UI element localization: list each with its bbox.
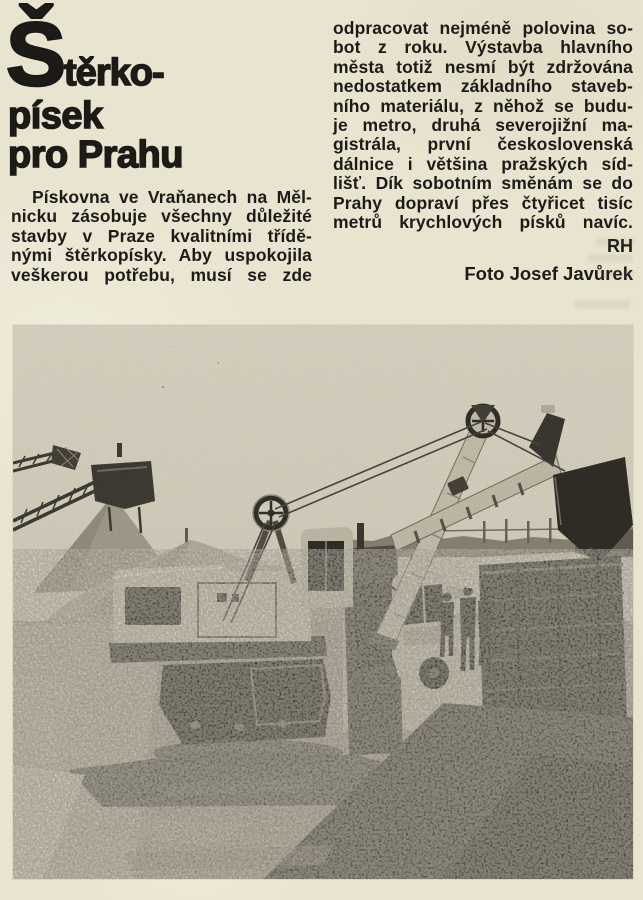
photo-credit: Foto Josef Javůrek — [464, 263, 633, 284]
bleed-through-artifact — [588, 254, 633, 262]
article-left-column: Pískovna ve Vraňanech na Měl- nicku zásobuje všechny důležité stavby v Praze kvalitními třídě- nými štěrkopísky. Aby uspokojila veškerou potřebu, musí se zde — [11, 187, 312, 285]
bleed-through-artifact — [574, 300, 630, 309]
headline-line-1 — [6, 5, 164, 105]
headline-drop-cap: Š — [6, 5, 65, 105]
photo-film-grain — [13, 325, 633, 879]
bleed-through-artifact — [596, 238, 634, 246]
gravel-pit-photo — [13, 325, 633, 879]
headline-line-1-rest: těrko- — [64, 52, 164, 94]
headline-line-2: písek — [8, 95, 103, 137]
article-right-column: odpracovat nejméně polovina so- bot z roku. Výstavba hlavního města totiž nesmí být zdržována nedostatkem základního staveb- ního materiálu, z něhož se budu- je metro, druhá severojižní ma- gistrála, první československá dálnice i většina pražských síd- lišť. Dík sobotním směnám se do Prahy dopraví přes čtyřicet tisíc metrů krychlových písků navíc. — [333, 18, 633, 233]
article-photo — [13, 325, 633, 879]
headline-line-3: pro Prahu — [8, 134, 183, 176]
bleed-through-artifact — [600, 270, 633, 278]
article-byline: RH — [607, 236, 633, 256]
